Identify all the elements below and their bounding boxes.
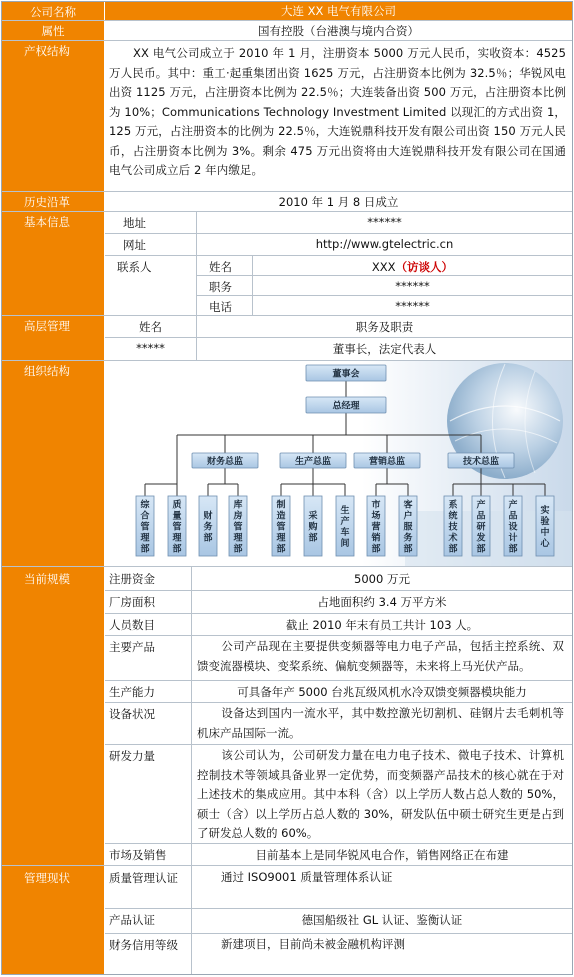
scale-value: [197, 637, 564, 676]
scale-value: [192, 683, 572, 702]
scale-value: [192, 570, 572, 589]
scale-value-text: 5000 万元: [354, 572, 410, 586]
org-general-manager: [306, 397, 386, 413]
org-dept-8-text: 客户服务部: [403, 500, 413, 555]
contact-label: 联系人: [117, 260, 152, 274]
org-chart: [105, 361, 572, 566]
scale-key: 研发力量: [109, 749, 155, 763]
org-director-3-text: 技术总监: [462, 457, 500, 467]
org-director-2: [354, 453, 420, 468]
org-dept-2: [199, 496, 217, 556]
status-value: [197, 935, 564, 955]
basic-info-row: [2, 212, 572, 316]
org-dept-10: [472, 496, 490, 556]
basic-info-label: 基本信息: [2, 212, 105, 315]
contact-name-label: 姓名: [209, 260, 232, 274]
org-dept-4: [272, 496, 290, 556]
status-value-text: 通过 ISO9001 质量管理体系认证: [221, 870, 393, 884]
scale-value-text: 可具备年产 5000 台兆瓦级风机水冷双馈变频器模块能力: [237, 685, 527, 699]
org-director-1: [280, 453, 346, 468]
scale-key: 市场及销售: [109, 848, 167, 862]
company-name-row: [2, 2, 572, 21]
org-dept-12-text: 实验中心: [540, 506, 550, 549]
address-label: 地址: [123, 216, 146, 230]
ownership-text: XX 电气公司成立于 2010 年 1 月，注册资本 5000 万元人民币，实收资本：4525 万人民币。其中：重工·起重集团出资 1625 万元，占注册资本比例为 32.5％；华锐风电出资 1125 万元，占注册资本比例为 22.5％；大连装备出资 500 万元，占注册资本比例为 10%；Communications Technology Investment Limited 以现汇的方式出资 1，125 万元，占注册资本的比例为 22.5％，大连锐鼎科技开发有限公司出资 150 万元人民币，占注册资本比例为 3%。剩余 475 万元出资将由大连锐鼎科技开发有限公司在国通电气公司成立后 2 年内缴足。: [109, 46, 566, 177]
org-structure-label: 组织结构: [2, 361, 105, 566]
scale-value-text: 目前基本上是同华锐风电合作，销售网络正在布建: [255, 848, 509, 862]
org-dept-9: [444, 496, 462, 556]
org-dept-3: [229, 496, 247, 556]
org-director-0-text: 财务总监: [206, 457, 244, 467]
interviewee-note: （访谈人）: [395, 260, 454, 274]
org-dept-1: [168, 496, 186, 556]
mgmt-status-label: 管理现状: [2, 866, 105, 975]
scale-key: 人员数目: [109, 618, 155, 632]
history-value: 2010 年 1 月 8 日成立: [278, 194, 399, 209]
contact-position-value: ******: [395, 279, 430, 293]
org-dept-5-text: 采购部: [308, 511, 318, 544]
mgmt-status-row: [2, 866, 572, 975]
management-label: 高层管理: [2, 316, 105, 360]
org-dept-8: [399, 496, 417, 556]
attribute-row: [2, 21, 572, 41]
scale-value-text: 截止 2010 年末有员工共计 103 人。: [285, 618, 479, 632]
status-key: 质量管理认证: [109, 871, 178, 885]
mgmt-person-duty: 董事长，法定代表人: [332, 342, 437, 356]
scale-value-text: 设备达到国内一流水平，其中数控激光切割机、硅钢片去毛刺机等机床产品国际一流。: [197, 706, 564, 740]
scale-value: [197, 746, 564, 844]
scale-value: [192, 846, 572, 865]
org-dept-4-text: 制造管理部: [276, 500, 286, 555]
org-dept-12: [536, 496, 554, 556]
org-dept-0: [136, 496, 154, 556]
attribute-value: 国有控股（台港澳与境内合资）: [258, 23, 419, 38]
company-name-label: 公司名称: [2, 2, 105, 20]
scale-row: [2, 567, 572, 866]
org-dept-7-text: 市场营销部: [371, 500, 381, 555]
contact-name-value: [253, 259, 572, 275]
org-structure-row: [2, 361, 572, 567]
org-board-text: 董事会: [332, 369, 360, 380]
org-dept-6-text: 生产车间: [340, 506, 350, 549]
status-value: [192, 911, 572, 930]
org-dept-9-text: 系统技术部: [448, 500, 458, 555]
attribute-label: 属性: [2, 21, 105, 40]
contact-position-label: 职务: [209, 280, 232, 294]
contact-phone-label: 电话: [209, 300, 232, 314]
status-key: 财务信用等级: [109, 938, 178, 952]
org-director-1-text: 生产总监: [294, 457, 332, 467]
org-dept-11: [504, 496, 522, 556]
website-label: 网址: [123, 238, 146, 252]
scale-key: 注册资金: [109, 572, 155, 586]
scale-key: 厂房面积: [109, 595, 155, 609]
org-director-0: [192, 453, 258, 468]
scale-value-text: 公司产品现在主要提供变频器等电力电子产品，包括主控系统、双馈变流器模块、变桨系统、偏航变频器等，未来将上马光伏产品。: [197, 639, 564, 673]
history-label: 历史沿革: [2, 192, 105, 211]
contact-phone-value: ******: [395, 299, 430, 313]
scale-label: 当前规模: [2, 567, 105, 865]
scale-value: [197, 704, 564, 743]
mgmt-name-header: 姓名: [139, 320, 162, 334]
org-dept-1-text: 质量管理部: [172, 500, 182, 555]
ownership-row: [2, 41, 572, 192]
scale-value: [192, 593, 572, 612]
org-dept-7: [367, 496, 385, 556]
org-board: [306, 365, 386, 381]
status-value-text: 德国船级社 GL 认证、鉴衡认证: [301, 913, 463, 927]
scale-value-text: 占地面积约 3.4 万平方米: [317, 595, 447, 609]
org-dept-2-text: 财务部: [203, 511, 213, 544]
status-value-text: 新建项目，目前尚未被金融机构评测: [221, 937, 405, 951]
org-dept-3-text: 库房管理部: [233, 500, 243, 555]
management-row: [2, 316, 572, 361]
org-director-2-text: 营销总监: [368, 457, 406, 467]
status-key: 产品认证: [109, 913, 155, 927]
ownership-label: 产权结构: [2, 41, 105, 191]
org-dept-6: [336, 496, 354, 556]
org-general-manager-text: 总经理: [332, 401, 360, 412]
scale-key: 设备状况: [109, 707, 155, 721]
scale-value: [192, 616, 572, 635]
mgmt-person-name: *****: [136, 341, 165, 355]
status-value: [197, 868, 564, 888]
website-link[interactable]: http://www.gtelectric.cn: [315, 237, 454, 251]
history-row: [2, 192, 572, 212]
org-dept-11-text: 产品设计部: [508, 500, 518, 555]
scale-key: 生产能力: [109, 685, 155, 699]
company-profile-table: [1, 1, 573, 975]
company-name-value: 大连 XX 电气有限公司: [280, 4, 397, 18]
org-dept-5: [304, 496, 322, 556]
org-dept-10-text: 产品研发部: [476, 500, 486, 555]
org-dept-0-text: 综合管理部: [140, 500, 150, 555]
contact-name: XXX: [371, 260, 396, 274]
mgmt-duty-header: 职务及职责: [355, 320, 414, 334]
org-director-3: [448, 453, 514, 468]
scale-value-text: 该公司认为，公司研发力量在电力电子技术、微电子技术、计算机控制技术等领域具备业界一定优势，而变频器产品技术的核心就在于对上述技术的集成应用。其中本科（含）以上学历人数占总人数的 50%，硕士（含）以上学历占总人数的 30%，研发队伍中硕士研究生更是占到了研发总人数的 60%。: [197, 748, 564, 840]
address-value: ******: [367, 215, 402, 229]
scale-key: 主要产品: [109, 640, 155, 654]
